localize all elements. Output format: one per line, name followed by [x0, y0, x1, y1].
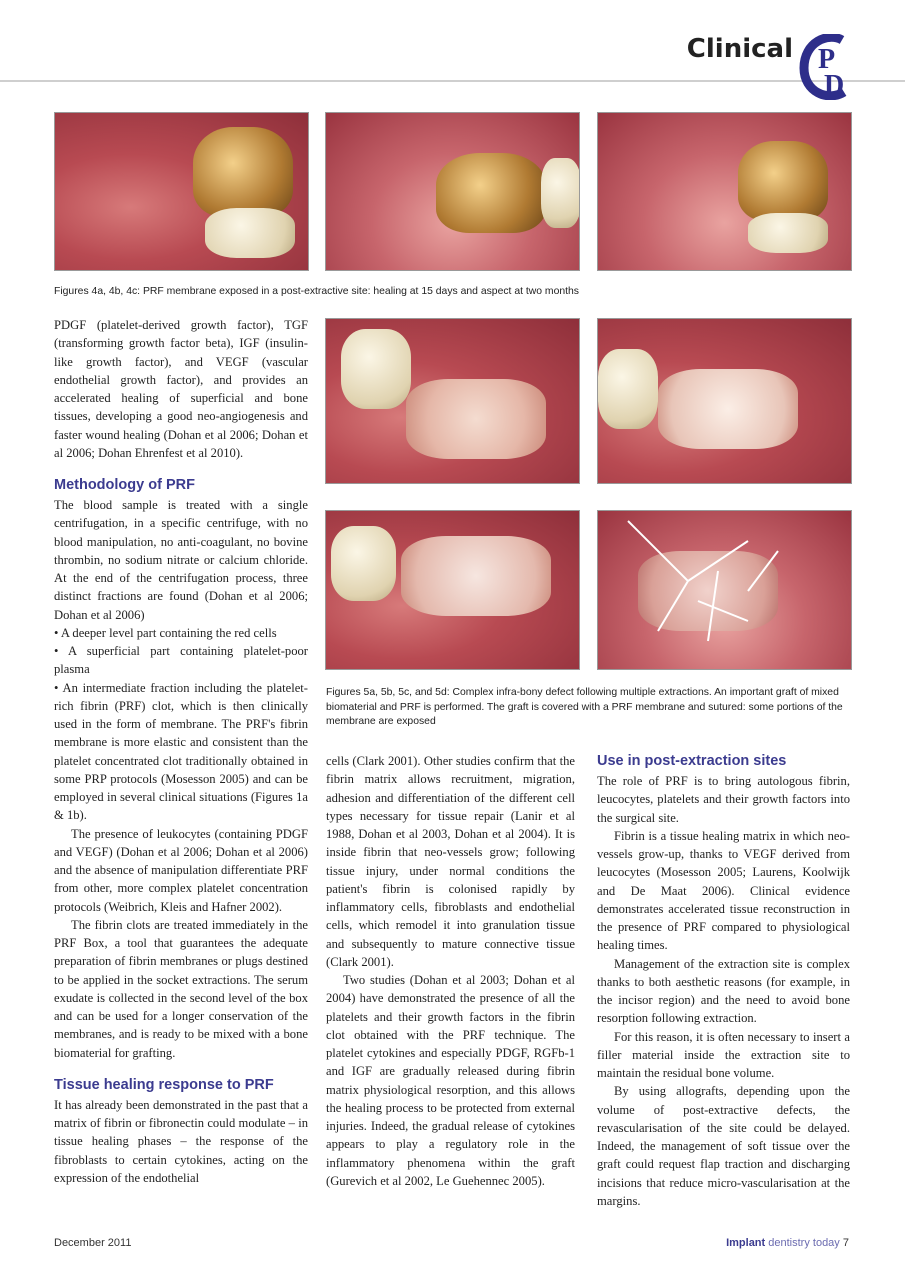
paragraph: It has already been demonstrated in the past that a matrix of fibrin or fibronectin could modulate – in tissue healing phases – the response of the fibroblasts to certain cytokines, acting on the expression of the endothelial — [54, 1097, 308, 1185]
paragraph: Two studies (Dohan et al 2003; Dohan et al 2004) have demonstrated the presence of all the platelets and their growth factors in the fibrin clot obtained with the PRF technique. The platelet cytokines and especially PDGF, RGFb-1 and IGF are gradually released during fibrin matrix physiological resorption, and this allows the healing process to be protected from external injuries. Indeed, the gradual release of cytokines appears to play a regulatory role in the inflammatory phenomena within the graft (Gurevich et al 2002, Le Guehennec 2005). — [326, 973, 575, 1188]
paragraph: The presence of leukocytes (containing PDGF and VEGF) (Dohan et al 2006; Dohan et al 2006) and the absence of manipulation differentiate PRF from other, more complex platelet concentration protocols (Weibrich, Kleis and Hafner 2002). — [54, 826, 308, 914]
paragraph: cells (Clark 2001). Other studies confirm that the fibrin matrix allows recruitment, migration, adhesion and differentiation of the different cell types necessary for tissue repair (Lanir et al 1988, Dohan et al 2003, Dohan et al 2004). It is inside fibrin that neo-vessels grow; following tissue injury, under normal conditions the patient's fibrin is colonised rapidly by inflammatory cells, fibroblasts and endothelial cells, which remodel it into granulation tissue and subsequently to mature connective tissue (Clark 2001). — [326, 754, 575, 969]
paragraph: PDGF (platelet-derived growth factor), TGF (transforming growth factor beta), IGF (insulin-like growth factor), and VEGF (vascular endothelial growth factor), and provides an accelerated healing of superficial and bone tissues, developing a good neo-angiogenesis and faster wound healing (Dohan et al 2006; Dohan et al 2006; Dohan Ehrenfest et al 2010). — [54, 318, 308, 460]
heading-post-extraction: Use in post-extraction sites — [597, 753, 787, 769]
paragraph: The role of PRF is to bring autologous fibrin, leucocytes, platelets and their growth factors into the surgical site. — [597, 774, 850, 825]
svg-text:D: D — [824, 70, 845, 100]
figure-4-caption: Figures 4a, 4b, 4c: PRF membrane exposed in a post-extractive site: healing at 15 days and aspect at two months — [54, 286, 580, 297]
bullet-item: • An intermediate fraction including the platelet-rich fibrin (PRF) clot, which is then clinically used in the form of membrane. The PRF's fibrin membrane is more elastic and consistent than the platelet concentrated clot traditionally obtained in some PRP protocols (Mosesson 2005) and can be employed in several clinical situations (Figures 1a & 1b). — [54, 680, 308, 823]
paragraph: Management of the extraction site is complex thanks to both aesthetic reasons (for example, in the incisor region) and the need to avoid bone resorption following extraction. — [597, 956, 850, 1026]
figure-4a-photo — [54, 112, 309, 271]
figure-5-caption: Figures 5a, 5b, 5c, and 5d: Complex infra-bony defect following multiple extractions. An important graft of mixed biomaterial and PRF is performed. The graft is covered with a PRF membrane and sutured: some portions of the membrane are exposed — [326, 687, 843, 727]
figure-5d-photo — [597, 510, 852, 670]
paragraph: By using allografts, depending upon the volume of post-extractive defects, the revascularisation of the site could be delayed. Indeed, the management of soft tissue over the graft could request flap traction and discharging incisions that reduce micro-vascularisation at the margins. — [597, 1084, 850, 1208]
text-column-1 — [54, 316, 308, 1187]
brand-rest: dentistry today — [768, 1237, 840, 1249]
svg-text:P: P — [818, 44, 836, 75]
footer-brand — [726, 1237, 849, 1249]
section-title: Clinical — [686, 34, 793, 64]
paragraph: The fibrin clots are treated immediately in the PRF Box, a tool that guarantees the adequate preparation of fibrin membranes or plugs destined to be applied in the socket extractions. The serum exudate is collected in the second level of the box and can be used for a longer conservation of the membranes, and is ready to be mixed with a bone biomaterial for grafting. — [54, 917, 308, 1060]
text-column-2 — [326, 752, 575, 1190]
footer-date: December 2011 — [54, 1237, 132, 1249]
paragraph: Fibrin is a tissue healing matrix in which neo-vessels grow-up, thanks to VEGF derived from leucocytes (Mosesson 2005; Laurens, Koolwijk and De Maat 2006). Clinical evidence demonstrates accelerated tissue reconstruction in the presence of PRF compared to physiological healing times. — [597, 828, 850, 953]
heading-methodology: Methodology of PRF — [54, 477, 195, 493]
text-column-3 — [597, 738, 850, 1210]
figure-5c-photo — [325, 510, 580, 670]
cpd-logo-icon — [798, 34, 856, 100]
page-number: 7 — [842, 1237, 849, 1249]
figure-4b-photo — [325, 112, 580, 271]
heading-tissue-healing: Tissue healing response to PRF — [54, 1076, 274, 1093]
header-rule — [0, 80, 905, 82]
figure-4c-photo — [597, 112, 852, 271]
paragraph: For this reason, it is often necessary to insert a filler material inside the extraction site to maintain the residual bone volume. — [597, 1029, 850, 1080]
paragraph: The blood sample is treated with a single centrifugation, in a specific centrifuge, with no blood manipulation, no anti-coagulant, no bovine thrombin, no sodium nitrate or calcium chloride. At the end of the centrifugation process, three distinct fractions are found (Dohan et al 2006; Dohan et al 2006) — [54, 498, 308, 622]
figure-5a-photo — [325, 318, 580, 484]
figure-5b-photo — [597, 318, 852, 484]
bullet-item: • A superficial part containing platelet-poor plasma — [54, 644, 308, 677]
bullet-item: • A deeper level part containing the red cells — [54, 625, 277, 640]
brand-bold: Implant — [726, 1237, 766, 1249]
